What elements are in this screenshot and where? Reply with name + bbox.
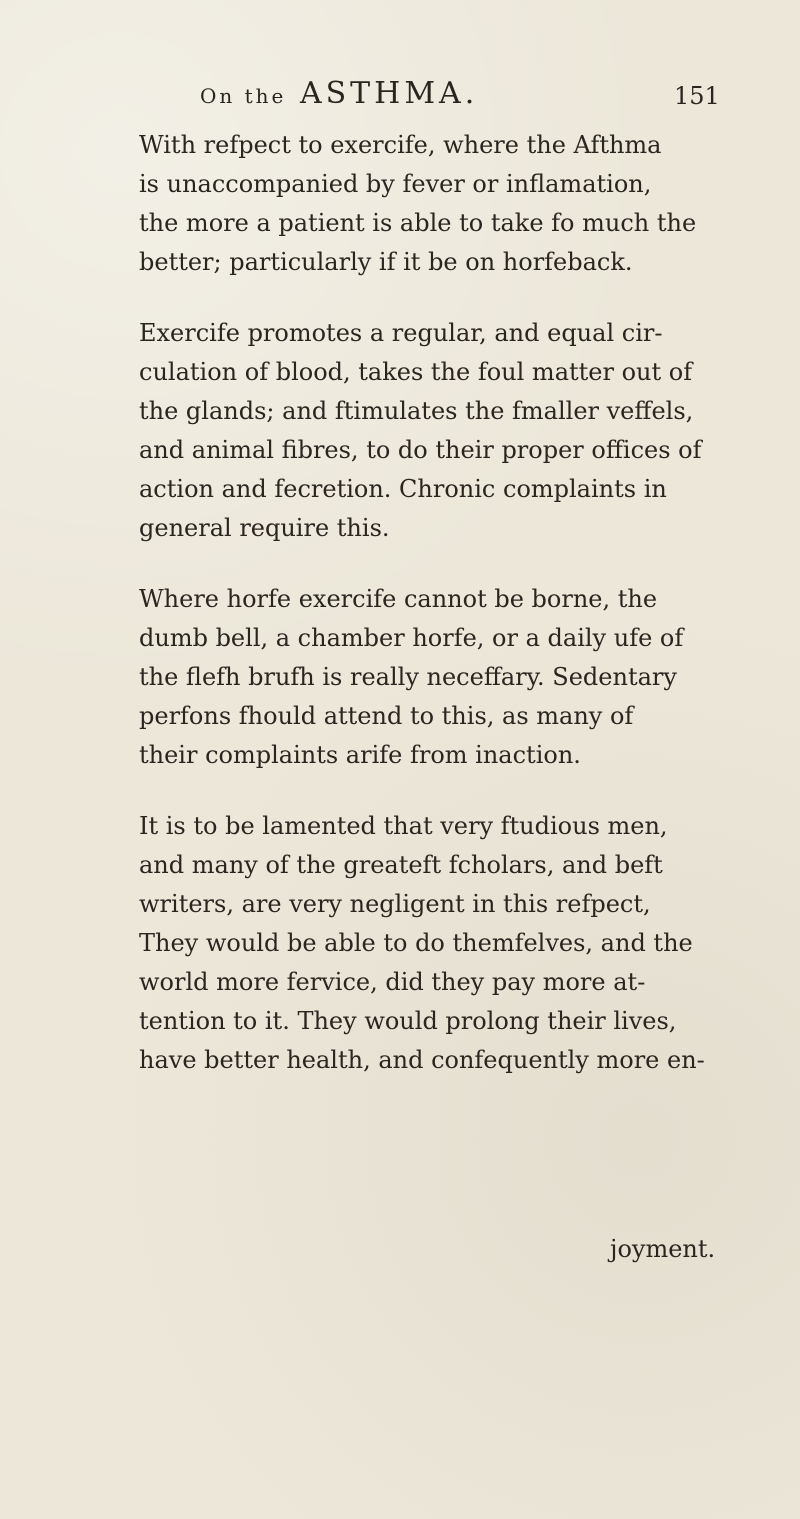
- text-line: the glands; and ftimulates the fmaller veffels,: [139, 397, 694, 425]
- running-head: [200, 70, 478, 120]
- text-line: is unaccompanied by fever or inflamation,: [139, 170, 652, 198]
- text-line: world more fervice, did they pay more at-: [139, 968, 646, 996]
- running-head-title: ASTHMA.: [299, 76, 479, 111]
- page-body: [106, 126, 705, 1112]
- running-head-prefix: On the: [200, 84, 287, 108]
- text-line: tention to it. They would prolong their lives,: [139, 1007, 677, 1035]
- text-line: writers, are very negligent in this refpect,: [139, 890, 651, 918]
- text-line: general require this.: [139, 514, 390, 542]
- text-line: perfons fhould attend to this, as many of: [139, 702, 634, 730]
- text-line: Where horfe exercife cannot be borne, the: [139, 585, 658, 613]
- text-line: dumb bell, a chamber horfe, or a daily ufe of: [139, 624, 684, 652]
- text-line: and animal fibres, to do their proper offices of: [139, 436, 702, 464]
- text-line: They would be able to do themfelves, and the: [139, 929, 693, 957]
- text-line: better; particularly if it be on horfeback.: [139, 248, 633, 276]
- text-line: have better health, and confequently more en-: [139, 1046, 705, 1074]
- text-line: the flefh brufh is really neceffary. Sedentary: [139, 663, 677, 691]
- paragraph-horse-exercise: [106, 580, 698, 775]
- page-number: 151: [674, 82, 720, 110]
- text-line: action and fecretion. Chronic complaints in: [139, 475, 667, 503]
- text-line: and many of the greateft fcholars, and beft: [139, 851, 663, 879]
- page-header: [0, 70, 800, 118]
- paragraph-exercise-with-respect: [106, 126, 698, 282]
- paragraph-studious-men: [106, 807, 705, 1080]
- text-line: With refpect to exercife, where the Afthma: [139, 131, 662, 159]
- paragraph-exercise-promotes: [106, 314, 702, 548]
- text-line: Exercife promotes a regular, and equal cir-: [139, 319, 663, 347]
- text-line: It is to be lamented that very ftudious men,: [139, 812, 668, 840]
- text-line: culation of blood, takes the foul matter out of: [139, 358, 693, 386]
- text-line: their complaints arife from inaction.: [139, 741, 581, 769]
- text-line: the more a patient is able to take fo much the: [139, 209, 697, 237]
- catchword: joyment.: [610, 1235, 716, 1263]
